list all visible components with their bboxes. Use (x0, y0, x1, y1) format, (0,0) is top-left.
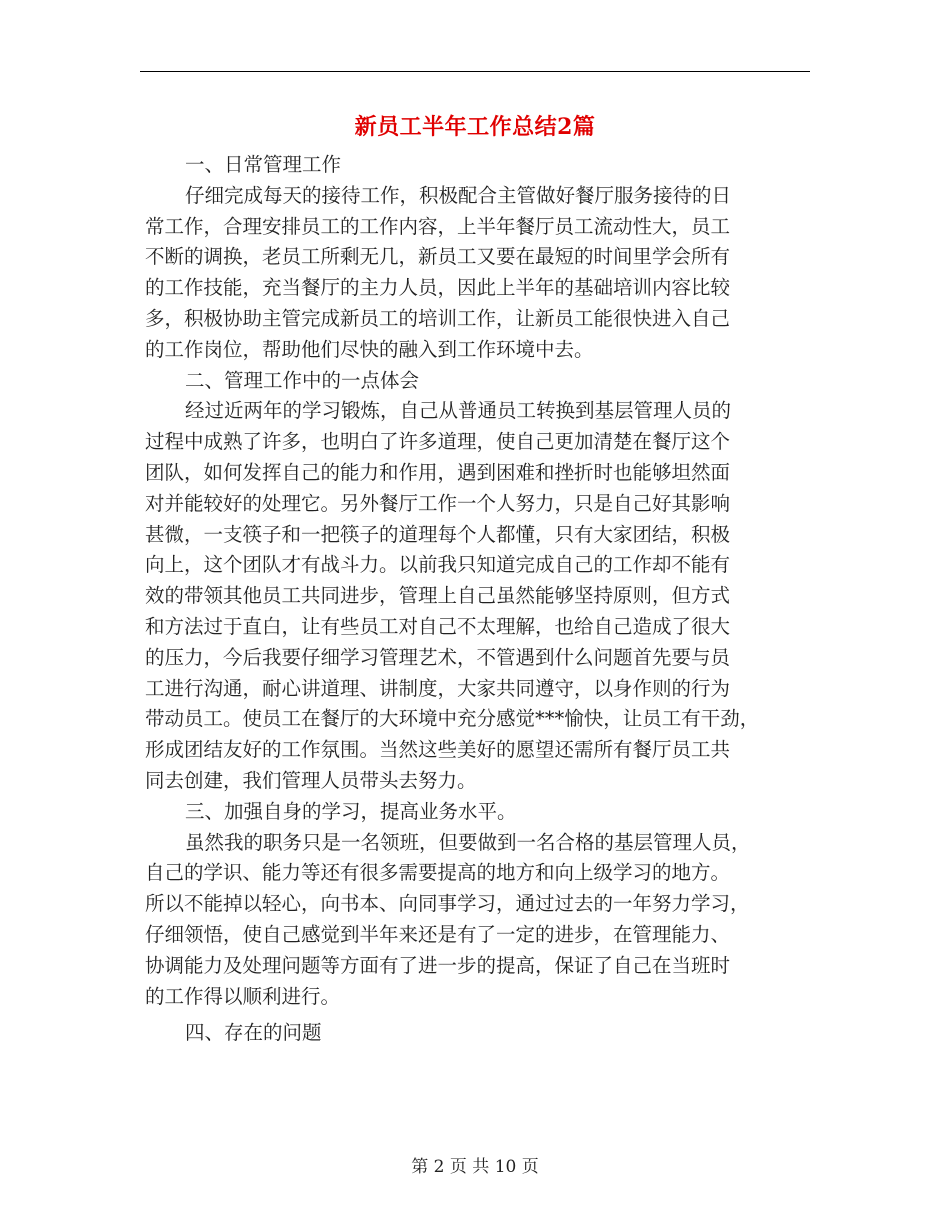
text-line: 甚微，一支筷子和一把筷子的道理每个人都懂，只有大家团结，积极 (145, 522, 731, 546)
text-line: 的压力，今后我要仔细学习管理艺术，不管遇到什么问题首先要与员 (145, 645, 731, 669)
text-line: 的工作技能，充当餐厅的主力人员，因此上半年的基础培训内容比较 (145, 276, 731, 300)
text-line: 对并能较好的处理它。另外餐厅工作一个人努力，只是自己好其影响 (145, 491, 731, 515)
text-line: 常工作，合理安排员工的工作内容，上半年餐厅员工流动性大，员工 (145, 214, 731, 238)
text-line: 工进行沟通，耐心讲道理、讲制度，大家共同遵守，以身作则的行为 (145, 676, 731, 700)
text-line: 向上，这个团队才有战斗力。以前我只知道完成自己的工作却不能有 (145, 553, 731, 577)
text-line: 和方法过于直白，让有些员工对自己不太理解，也给自己造成了很大 (145, 614, 731, 638)
text-line: 多，积极协助主管完成新员工的培训工作，让新员工能很快进入自己 (145, 306, 731, 330)
section-paragraph-3 (145, 828, 817, 1013)
text-line: 团队，如何发挥自己的能力和作用，遇到困难和挫折时也能够坦然面 (145, 460, 731, 484)
header-rule (140, 71, 810, 72)
text-line: 效的带领其他员工共同进步，管理上自己虽然能够坚持原则，但方式 (145, 584, 731, 608)
text-line: 虽然我的职务只是一名领班，但要做到一名合格的基层管理人员， (185, 830, 751, 854)
text-line: 不断的调换，老员工所剩无几，新员工又要在最短的时间里学会所有 (145, 245, 731, 269)
page-footer: 第 2 页 共 10 页 (411, 1157, 539, 1177)
text-line: 形成团结友好的工作氛围。当然这些美好的愿望还需所有餐厅员工共 (145, 738, 731, 762)
section-heading-4: 四、存在的问题 (185, 1021, 322, 1045)
section-heading-1: 一、日常管理工作 (185, 153, 342, 176)
section-paragraph-2 (145, 396, 817, 796)
text-line: 所以不能掉以轻心，向书本、向同事学习，通过过去的一年努力学习， (145, 892, 750, 916)
text-line: 仔细领悟，使自己感觉到半年来还是有了一定的进步，在管理能力、 (145, 922, 731, 946)
text-line: 过程中成熟了许多，也明白了许多道理，使自己更加清楚在餐厅这个 (145, 430, 731, 454)
section-heading-3: 三、加强自身的学习，提高业务水平。 (185, 799, 517, 823)
text-line: 协调能力及处理问题等方面有了进一步的提高，保证了自己在当班时 (145, 953, 731, 977)
section-paragraph-1 (145, 181, 817, 366)
text-line: 自己的学识、能力等还有很多需要提高的地方和向上级学习的地方。 (145, 861, 731, 885)
text-line: 同去创建，我们管理人员带头去努力。 (145, 768, 477, 792)
section-heading-2: 二、管理工作中的一点体会 (185, 368, 420, 392)
text-line: 带动员工。使员工在餐厅的大环境中充分感觉***愉快，让员工有干劲， (145, 707, 760, 731)
document-body (145, 150, 817, 1049)
text-line: 的工作岗位，帮助他们尽快的融入到工作环境中去。 (145, 337, 594, 361)
text-line: 经过近两年的学习锻炼，自己从普通员工转换到基层管理人员的 (185, 399, 732, 423)
text-line: 的工作得以顺利进行。 (145, 984, 341, 1008)
document-title: 新员工半年工作总结2篇 (354, 114, 596, 140)
text-line: 仔细完成每天的接待工作，积极配合主管做好餐厅服务接待的日 (185, 183, 732, 207)
